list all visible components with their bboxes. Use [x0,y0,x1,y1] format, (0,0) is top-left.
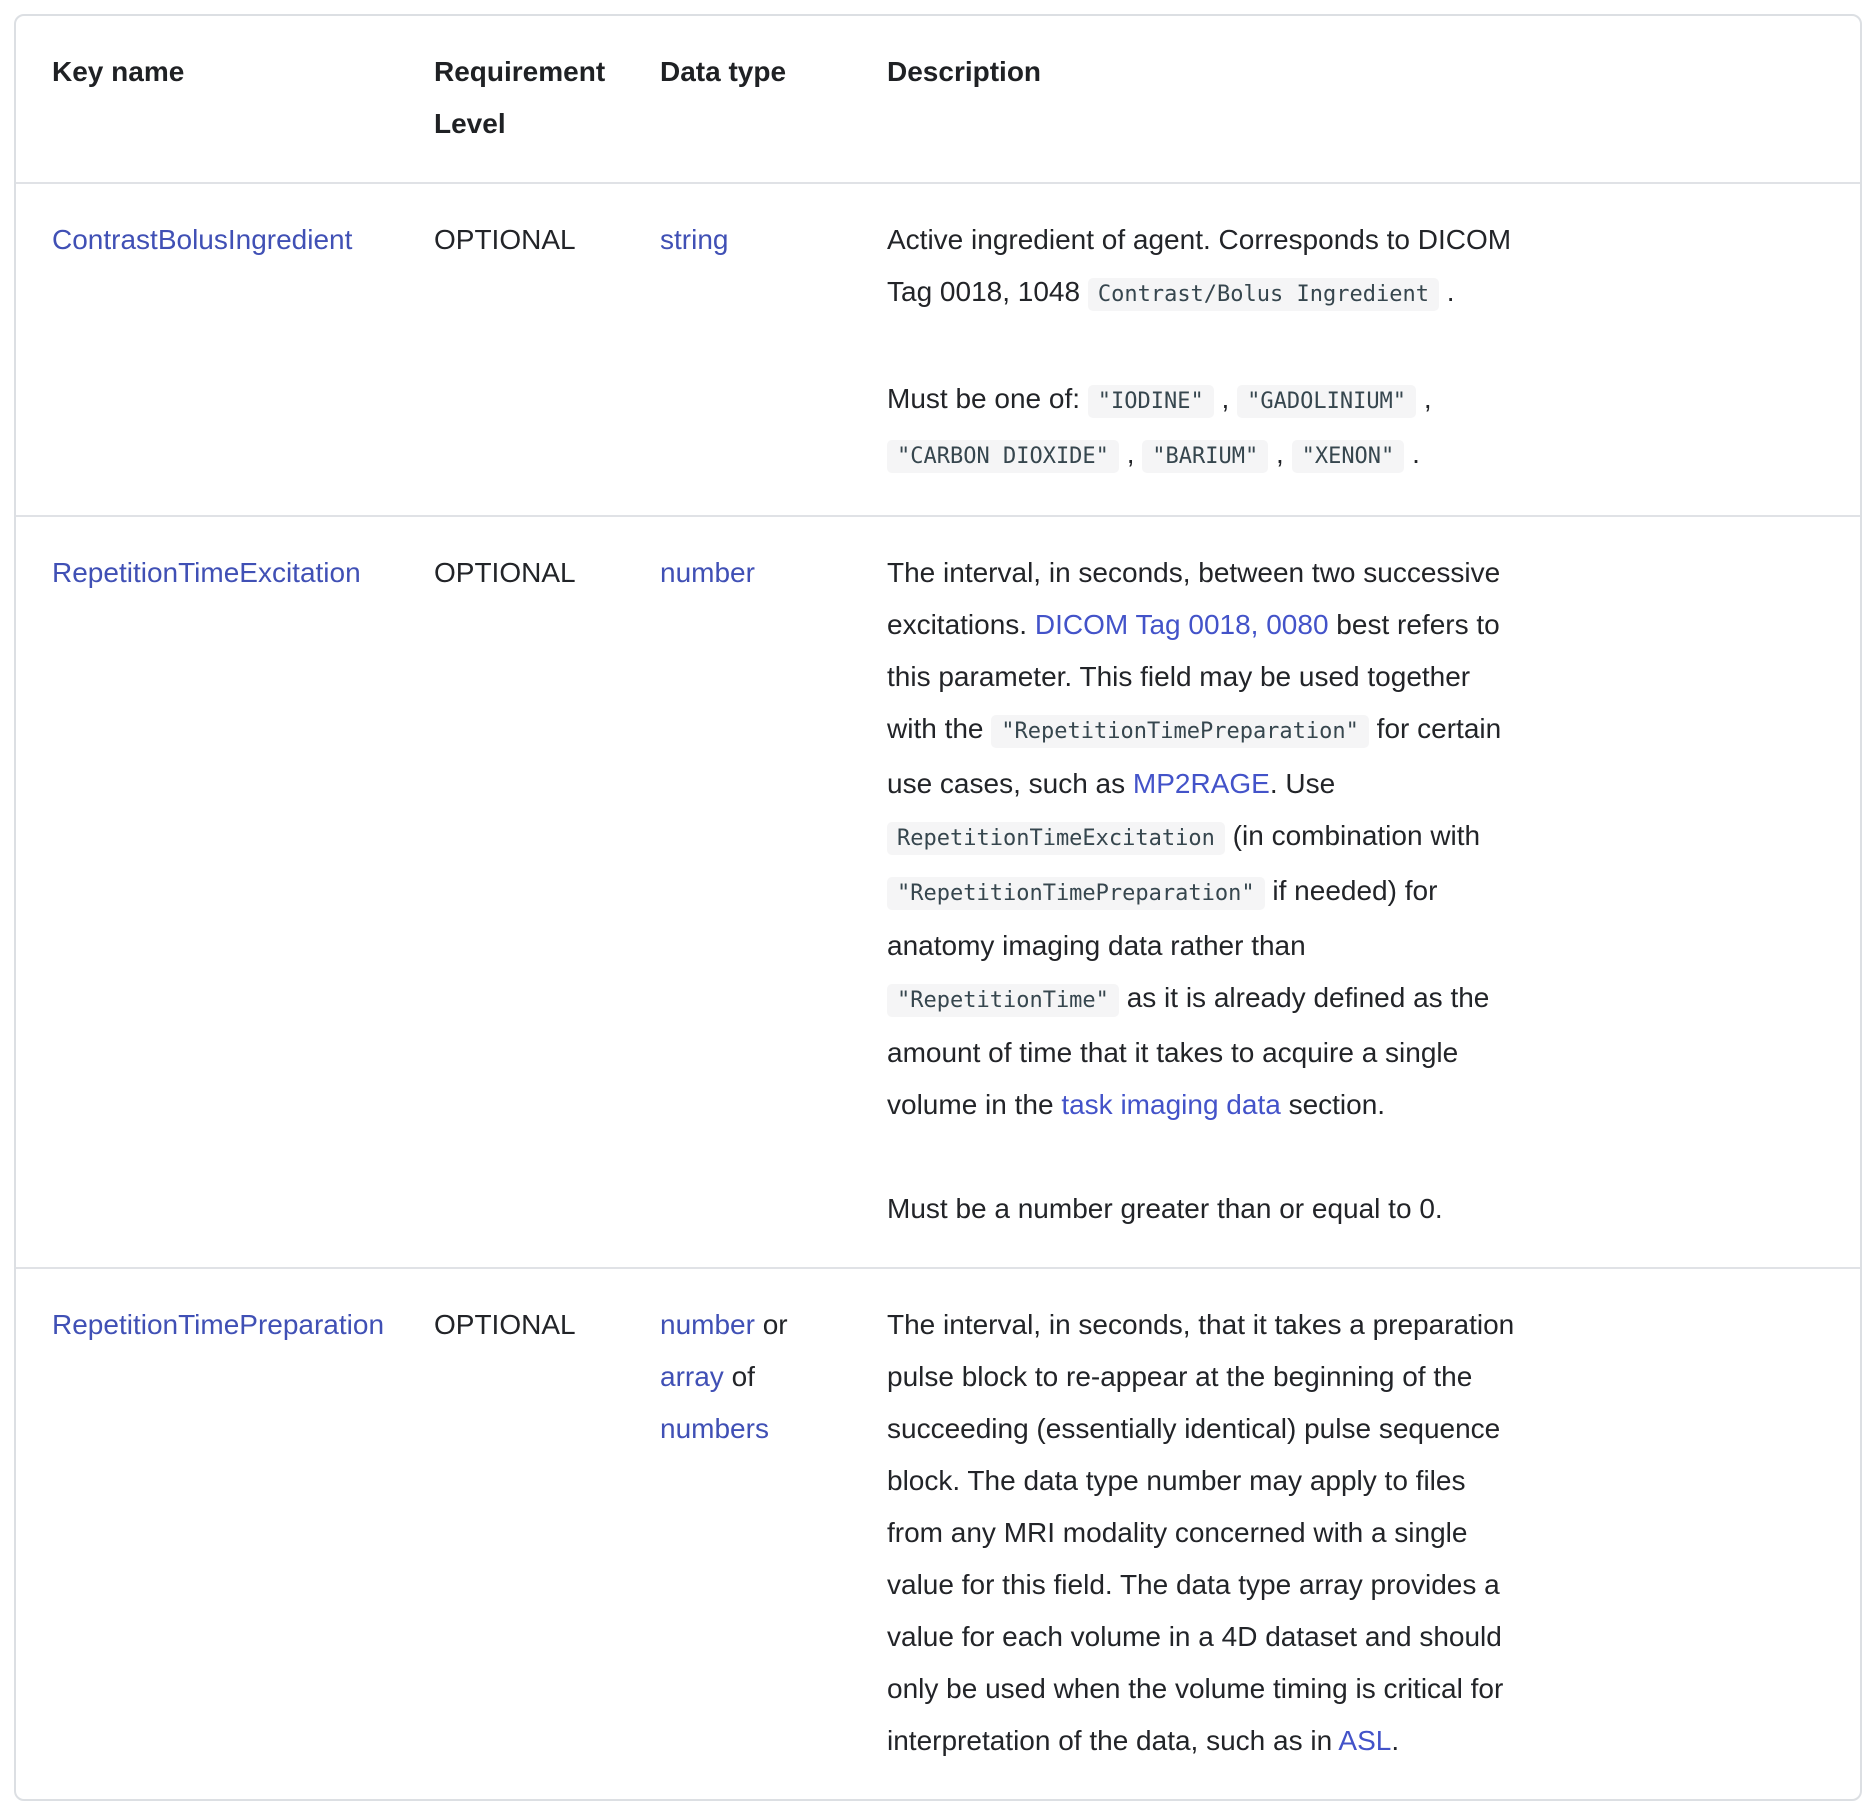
description-cell [851,516,1860,1268]
key-name-link[interactable]: RepetitionTimePreparation [52,1309,385,1340]
code-span: "XENON" [1292,440,1405,473]
inline-link[interactable]: ASL [1338,1725,1392,1756]
text-run: best refers to this parameter. This field may be used together with the [887,609,1500,744]
inline-link[interactable]: MP2RAGE [1132,768,1270,799]
text-run: if needed) for anatomy imaging data rather than [887,875,1438,961]
text-run: The interval, in seconds, that it takes a preparation pulse block to re-appear at the beginning of the succeeding (essentially identical) pulse sequence block. The data type number may apply to files from any MRI modality concerned with a single value for this field. The data type array provides a value for each volume in a 4D dataset and should only be used when the volume timing is critical for interpretation of the data, such as in [887,1309,1515,1756]
description-text [887,214,1523,483]
text-run: , [1118,438,1143,469]
code-span: "RepetitionTimePreparation" [991,715,1369,748]
text-run: of [723,1361,755,1392]
column-header-data-type: Data type [660,56,787,87]
code-span: "CARBON DIOXIDE" [887,440,1119,473]
text-run: , [1416,383,1432,414]
key-name-cell [16,516,398,1268]
code-span: "RepetitionTime" [887,984,1119,1017]
requirement-level-label: OPTIONAL [434,224,576,255]
requirement-cell [398,1268,624,1799]
requirement-level-label: OPTIONAL [434,557,576,588]
requirement-level-label: OPTIONAL [434,1309,576,1340]
datatype-cell [624,183,851,516]
text-run: , [1213,383,1238,414]
text-run: . Use [1269,768,1336,799]
requirement-cell [398,183,624,516]
description-paragraph [887,373,1523,483]
code-span: Contrast/Bolus Ingredient [1088,278,1439,311]
key-name-cell [16,183,398,516]
datatype-cell [624,516,851,1268]
description-text [887,547,1523,1235]
text-run: . [1391,1725,1400,1756]
text-run: , [1268,438,1292,469]
datatype-link[interactable]: numbers [660,1413,769,1444]
text-run: The interval, in seconds, between two successive excitations. [887,557,1501,640]
datatype-cell [624,1268,851,1799]
code-span: "BARIUM" [1142,440,1268,473]
text-run: as it is already defined as the amount of time that it takes to acquire a single volume in the [887,982,1490,1120]
table-row [16,183,1860,516]
text-run: for certain use cases, such as [887,713,1502,799]
text-run: . [1438,276,1455,307]
metadata-spec-table [16,16,1860,1799]
datatype-link[interactable]: number [660,1309,755,1340]
code-span: "GADOLINIUM" [1237,385,1416,418]
table-row [16,1268,1860,1799]
key-name-link[interactable]: RepetitionTimeExcitation [52,557,361,588]
column-header-key-name: Key name [52,56,185,87]
requirement-cell [398,516,624,1268]
text-run: . [1404,438,1420,469]
text-run: Must be a number greater than or equal to 0. [887,1193,1443,1224]
inline-link[interactable]: task imaging data [1061,1089,1281,1120]
description-paragraph [887,547,1523,1131]
description-paragraph [887,214,1523,321]
description-paragraph [887,1299,1523,1767]
text-run: Must be one of: [887,383,1088,414]
key-name-cell [16,1268,398,1799]
datatype-link[interactable]: array [660,1361,724,1392]
key-name-link[interactable]: ContrastBolusIngredient [52,224,353,255]
column-header-description: Description [887,56,1042,87]
column-header-requirement-level: Requirement Level [434,56,606,139]
datatype-link[interactable]: number [660,557,755,588]
code-span: "IODINE" [1088,385,1214,418]
code-span: RepetitionTimeExcitation [887,822,1225,855]
description-paragraph [887,1183,1523,1235]
text-run: (in combination with [1224,820,1481,851]
metadata-table-container [14,14,1862,1801]
text-run: Active ingredient of agent. Corresponds to DICOM Tag 0018, 1048 [887,224,1512,307]
description-cell [851,183,1860,516]
description-text [887,1299,1523,1767]
header-row [16,16,1860,183]
datatype-link[interactable]: string [660,224,729,255]
text-run: section. [1280,1089,1386,1120]
code-span: "RepetitionTimePreparation" [887,877,1265,910]
inline-link[interactable]: DICOM Tag 0018, 0080 [1034,609,1329,640]
table-row [16,516,1860,1268]
text-run: or [754,1309,788,1340]
description-cell [851,1268,1860,1799]
